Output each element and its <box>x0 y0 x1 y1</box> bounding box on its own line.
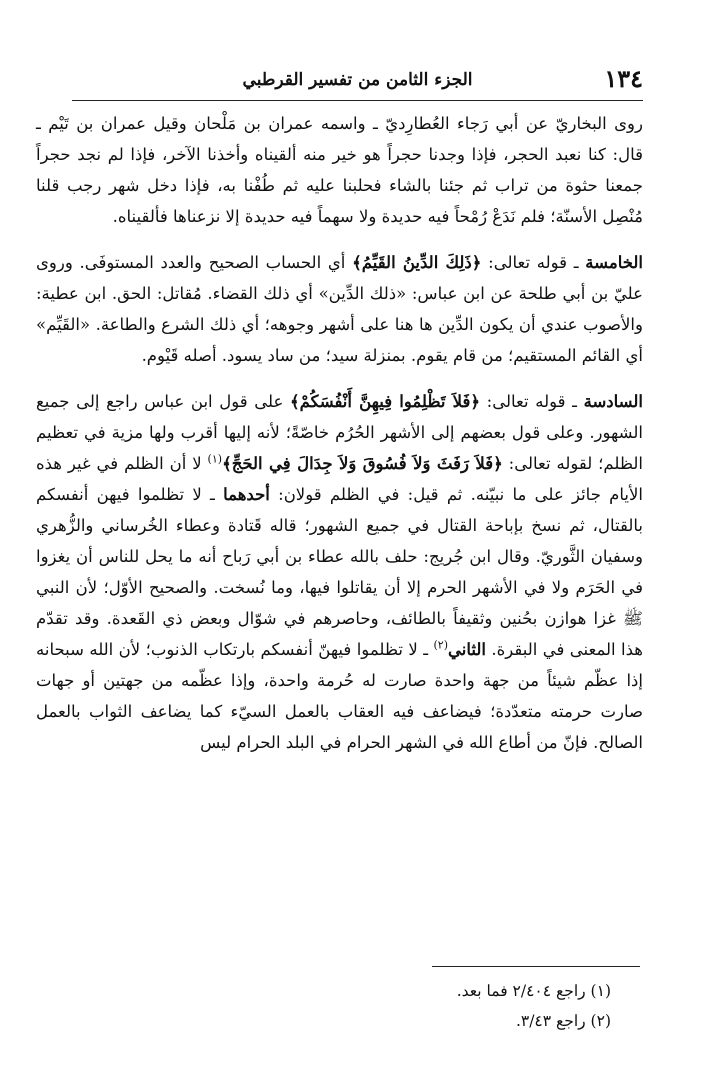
footnote-ref-1: (١) <box>207 452 223 466</box>
footnotes <box>457 976 611 1036</box>
fifth-paragraph <box>36 247 643 371</box>
section-label-fifth: الخامسة <box>585 253 643 272</box>
footnote-ref-2: (٢) <box>433 638 448 652</box>
text-segment: أي الحساب الصحيح والعدد المستوفَى. وروى عليّ بن أبي طلحة عن ابن عباس: «ذلك الدِّين» أي ذلك القضاء. مُقاتل: الحق. ابن عطية: والأصوب عندي أن يكون الدِّين ها هنا على أشهر وجوهه؛ أي ذلك الشرع والطاعة. «القَيِّم» أي القائم المستقيم؛ من قام يقوم. بمنزلة سيد؛ من ساد يسود. أصله قَيْوم. <box>36 253 643 365</box>
quran-verse: ﴿فَلاَ رَفَثَ وَلاَ فُسُوقَ وَلاَ جِدَالَ فِي الحَجِّ﴾ <box>222 454 503 473</box>
text-segment: ـ لا تظلموا فيهن أنفسكم بالقتال، ثم نسخ بإباحة القتال في جميع الشهور؛ قاله قَتادة وعطاء الخُرساني والزُّهري وسفيان الثَّوريّ. وقال ابن جُريج: حلف بالله عطاء بن أبي رَباح أنه ما يحل للناس أن يغزوا في الحَرَم ولا في الأشهر الحرم إلا أن يقاتلوا فيها، وما نُسخت. والصحيح الأوّل؛ لأن النبي ﷺ غزا هوازن بحُنين وثقيفاً بالطائف، وحاصرهم في شوّال وبعض ذي القَعدة. وقد تقدّم هذا المعنى في البقرة. <box>36 485 644 659</box>
sixth-paragraph <box>36 386 643 758</box>
body-text <box>36 108 643 773</box>
second-opinion-label: الثاني <box>447 640 486 659</box>
text-segment: لا أن الظلم في غير هذه الأيام جائز على ما نبيّنه. ثم قيل: في الظلم قولان: <box>36 454 643 504</box>
text-segment: ـ قوله تعالى: <box>480 392 584 411</box>
section-label-sixth: السادسة <box>583 392 643 411</box>
footnote-2: (٢) راجع ٣/٤٣. <box>515 1012 611 1030</box>
intro-paragraph: روى البخاريّ عن أبي رَجاء العُطارِديّ ـ واسمه عمران بن مَلْحان وقيل عمران بن تَيْم ـ قال: كنا نعبد الحجر، فإذا وجدنا حجراً هو خير منه ألقيناه وأخذنا الآخر، فإذا لم نجد حجراً جمعنا حثوة من تراب ثم جئنا بالشاء فحلبنا عليه ثم طُفْنا به، فإذا دخل شهر رجب قلنا مُنْصِل الأسنّة؛ فلم نَدَعْ رُمْحاً فيه حديدة ولا سهماً فيه حديدة إلا نزعناها فألقيناه. <box>36 114 643 226</box>
footnote-divider <box>432 966 640 967</box>
page-header <box>72 60 643 101</box>
text-segment: ـ لا تظلموا فيهنّ أنفسكم بارتكاب الذنوب؛ لأن الله سبحانه إذا عظّم شيئاً من جهة واحدة صارت له حُرمة واحدة، وإذا عظّمه من جهتين أو جهات صارت حرمته متعدّدة؛ فيضاعف فيه العقاب بالعمل السيّء كما يضاعف الثواب بالعمل الصالح. فإنّ من أطاع الله في الشهر الحرام في البلد الحرام ليس <box>36 640 643 752</box>
quran-verse: ﴿فَلاَ تَظْلِمُوا فِيهِنَّ أَنْفُسَكُمْ﴾ <box>289 392 481 411</box>
quran-verse: ﴿ذَلِكَ الدِّينُ القَيِّمُ﴾ <box>352 253 482 272</box>
footnote-1: (١) راجع ٢/٤٠٤ فما بعد. <box>456 982 611 1000</box>
text-segment: على قول ابن عباس راجع إلى جميع الشهور. وعلى قول بعضهم إلى الأشهر الحُرُم خاصّةً؛ لأنه إليها أقرب ولها مزية في تعظيم الظلم؛ لقوله تعالى: <box>36 392 644 473</box>
text-segment: ـ قوله تعالى: <box>481 253 586 272</box>
running-title: الجزء الثامن من تفسير القرطبي <box>242 70 473 90</box>
first-opinion-label: أحدهما <box>223 485 270 504</box>
page-number: ١٣٤ <box>604 64 643 93</box>
